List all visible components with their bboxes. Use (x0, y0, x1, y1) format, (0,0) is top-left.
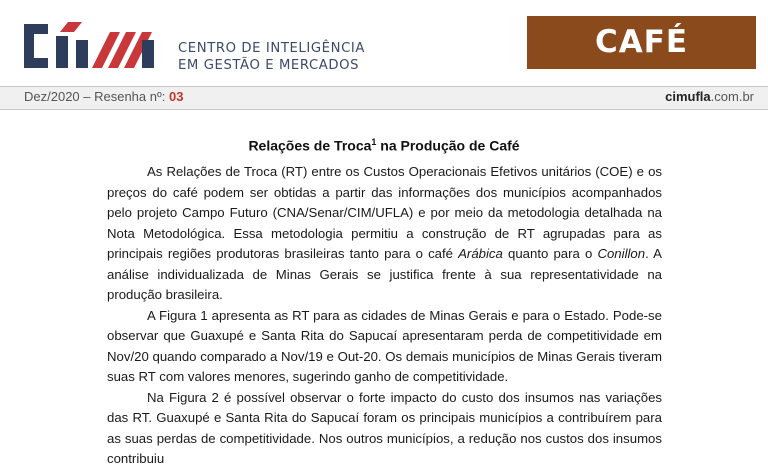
cim-logo (22, 18, 172, 74)
site-domain: .com.br (710, 89, 754, 104)
site-name-bold: cimufla (665, 89, 711, 104)
paragraph-3: Na Figura 2 é possível observar o forte impacto do custo dos insumos nas variações das RT. Guaxupé e Santa Rita do Sapucaí foram os principais municípios a contribuírem para as suas perdas de competitividade. Nos outros municípios, a redução nos custos dos insumos contribuiu (107, 389, 662, 466)
site-link[interactable] (665, 89, 754, 104)
issue-info (24, 89, 183, 104)
paragraph-1-text-c: . A análise individualizada de Minas Gerais se justifica frente à sua representatividade na produção brasileira. (107, 246, 662, 302)
document-title (0, 137, 768, 154)
title-footnote-marker: 1 (371, 137, 377, 147)
org-name-line-2: EM GESTÃO E MERCADOS (178, 58, 360, 73)
term-arabica: Arábica (458, 246, 503, 261)
section-label-cafe: CAFÉ (527, 16, 756, 69)
paragraph-1-text-b: quanto para o (502, 246, 598, 261)
paragraph-1-text-a: As Relações de Troca (RT) entre os Custos Operacionais Efetivos unitários (COE) e os preços do café podem ser obtidas a partir das informações dos municípios acompanhados pelo projeto Campo Futuro (CNA/Senar/CIM/UFLA) e por meio da metodologia detalhada na Nota Metodológica. Essa metodologia permitiu a construção de RT agrupadas para as principais regiões produtoras brasileiras tanto para o café (107, 164, 662, 261)
logo-letter-m-base (76, 40, 88, 68)
title-part-2: na Produção de Café (376, 137, 520, 154)
logo-letter-m-right (142, 40, 154, 68)
logo-letter-i (56, 36, 68, 68)
logo-letter-c (24, 24, 48, 68)
org-name-line-1: CENTRO DE INTELIGÊNCIA (178, 41, 365, 56)
issue-number: 03 (168, 89, 184, 104)
document-body (107, 162, 662, 470)
paragraph-2: A Figura 1 apresenta as RT para as cidades de Minas Gerais e para o Estado. Pode-se observar que Guaxupé e Santa Rita do Sapucaí apresentaram perda de competitividade em Nov/20 quando comparado a Nov/19 e Out-20. Os demais municípios de Minas Gerais tiveram suas RT com valores menores, sugerindo ganho de competitividade. (107, 307, 662, 384)
title-part-1: Relações de Troca (248, 137, 372, 154)
organization-name (178, 40, 365, 74)
issue-date: Dez/2020 – Resenha nº: (24, 89, 169, 104)
term-conillon: Conillon (597, 246, 646, 261)
paragraph-1 (107, 162, 662, 306)
logo-accent-bar (60, 22, 82, 32)
